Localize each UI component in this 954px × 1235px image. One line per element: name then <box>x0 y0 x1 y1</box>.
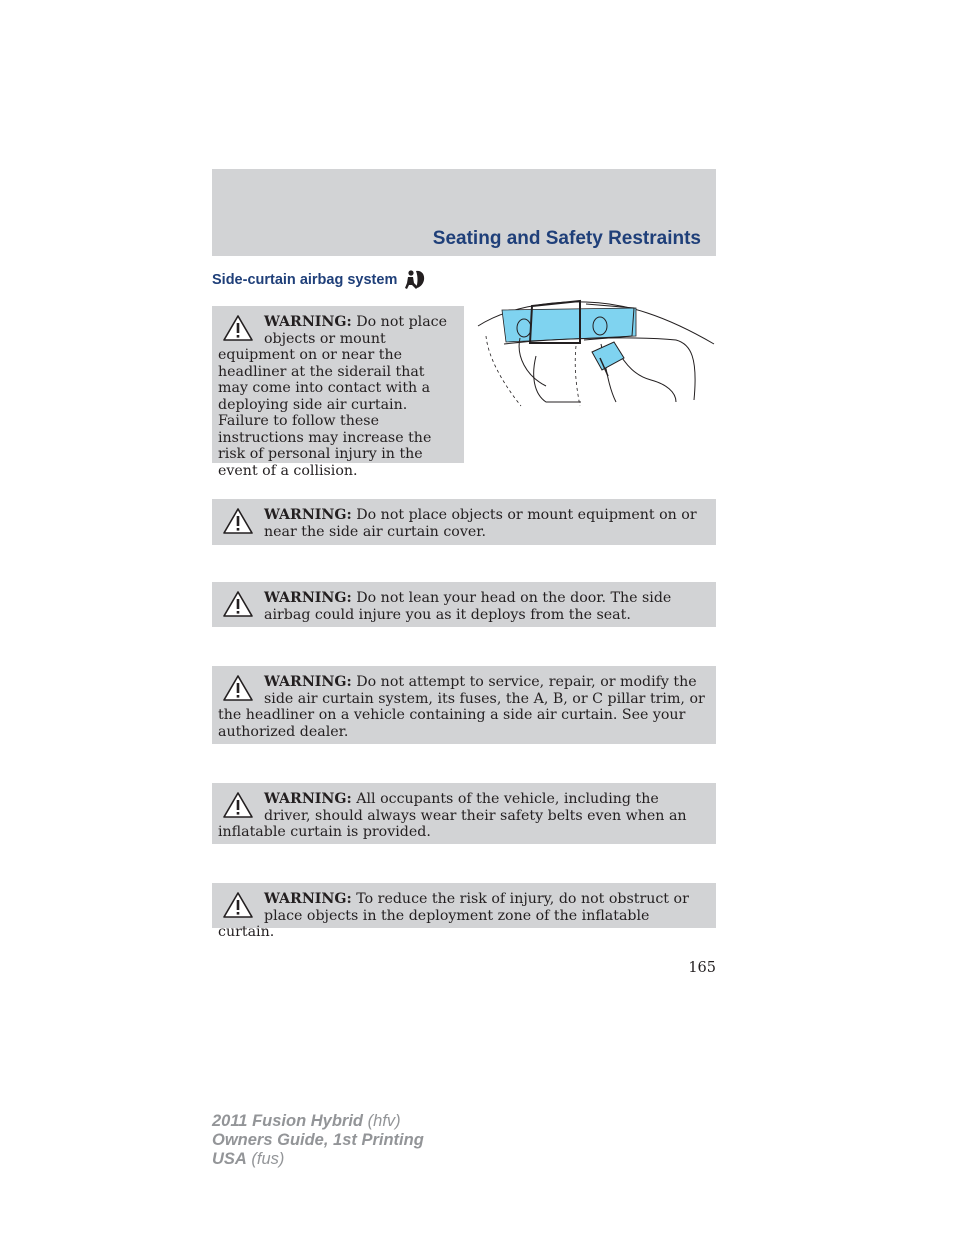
warning-text: Do not place objects or mount equipment on or near the headliner at the siderail that may come into contact with a deploying side air curtain. Failure to follow these instructions may increase the risk of personal injury in the event of a collision. <box>218 314 447 479</box>
warning-label: WARNING: <box>264 314 352 330</box>
side-airbag-icon <box>403 268 427 292</box>
footer-market: USA <box>212 1150 247 1168</box>
warning-label: WARNING: <box>264 674 352 690</box>
page-number: 165 <box>688 960 716 976</box>
chapter-title: Seating and Safety Restraints <box>432 228 701 249</box>
warning-text: Do not lean your head on the door. The side airbag could injure you as it deploys from the seat. <box>264 590 672 623</box>
section-heading <box>212 267 427 293</box>
footer-model: 2011 Fusion Hybrid <box>212 1112 363 1130</box>
warning-label: WARNING: <box>264 590 352 606</box>
warning-text: All occupants of the vehicle, including the driver, should always wear their safety belts even when an inflatable curtain is provided. <box>218 791 687 840</box>
footer <box>212 1112 424 1169</box>
footer-market-code: (fus) <box>246 1150 285 1168</box>
warning-box-3 <box>212 582 716 627</box>
warning-triangle-icon <box>222 314 254 342</box>
header-band <box>212 169 716 256</box>
warning-label: WARNING: <box>264 507 352 523</box>
warning-label: WARNING: <box>264 891 352 907</box>
warning-box-4 <box>212 666 716 744</box>
warning-triangle-icon <box>222 674 254 702</box>
footer-line-2 <box>212 1131 424 1150</box>
side-curtain-illustration <box>476 296 716 408</box>
warning-triangle-icon <box>222 891 254 919</box>
footer-edition: Owners Guide, 1st Printing <box>212 1131 424 1149</box>
warning-box-1 <box>212 306 464 479</box>
warning-box-6 <box>212 883 716 940</box>
warning-box-2 <box>212 499 716 545</box>
section-heading-text: Side-curtain airbag system <box>212 272 398 288</box>
footer-model-code: (hfv) <box>362 1112 401 1130</box>
warning-triangle-icon <box>222 507 254 535</box>
warning-triangle-icon <box>222 791 254 819</box>
warning-triangle-icon <box>222 590 254 618</box>
warning-label: WARNING: <box>264 791 352 807</box>
warning-text: To reduce the risk of injury, do not obstruct or place objects in the deployment zone of the inflatable curtain. <box>218 891 689 940</box>
warning-text: Do not attempt to service, repair, or modify the side air curtain system, its fuses, the A, B, or C pillar trim, or the headliner on a vehicle containing a side air curtain. See your authorized dealer. <box>218 674 705 740</box>
footer-line-1 <box>212 1112 424 1131</box>
footer-line-3 <box>212 1150 424 1169</box>
warning-box-5 <box>212 783 716 844</box>
warning-text: Do not place objects or mount equipment on or near the side air curtain cover. <box>264 507 697 540</box>
